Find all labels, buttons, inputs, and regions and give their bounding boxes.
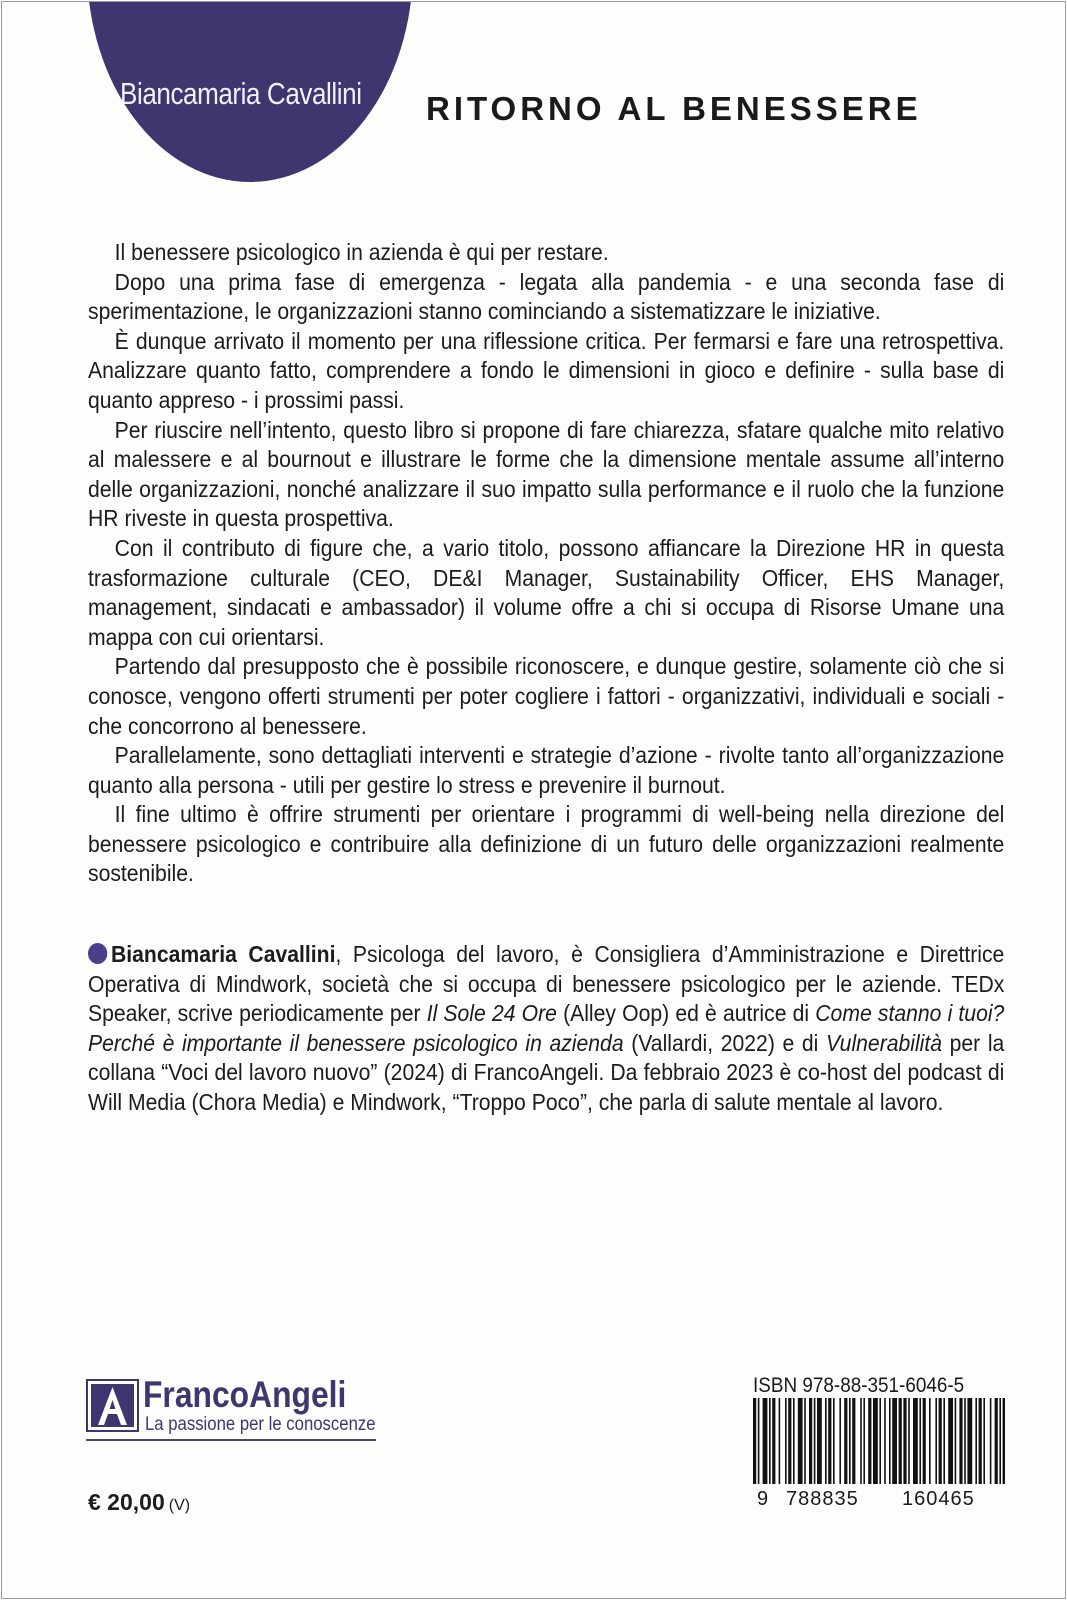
bio-book-title: Vulnerabilità — [825, 1029, 943, 1056]
blurb-paragraph: È dunque arrivato il momento per una riflessione critica. Per fermarsi e fare una retrospettiva. Analizzare quanto fatto, comprendere a fondo le dimensioni in gioco e definire - sulla base di quanto appreso - i prossimi passi. — [88, 327, 1005, 413]
author-bio-text: Biancamaria Cavallini, Psicologa del lavoro, è Consigliera d’Amministrazione e Direttrice Operativa di Mindwork, società che si occupa di benessere psicologico per le aziende. TEDx Speaker, scrive periodicamente per Il Sole 24 Ore (Alley Oop) ed è autrice di Come stanno i tuoi? Perché è importante il benessere psicologico in azienda (Vallardi, 2022) e di Vulnerabilità per la collana “Voci del lavoro nuovo” (2024) di FrancoAngeli. Da febbraio 2023 è co-host del podcast di Will Media (Chora Media) e Mindwork, “Troppo Poco”, che parla di salute mentale al lavoro. — [88, 941, 1005, 1115]
author-bio — [88, 940, 1005, 1118]
publisher-tagline: La passione per le conoscenze — [145, 1414, 376, 1435]
logo-underline — [86, 1439, 376, 1441]
price-vat: (V) — [168, 1497, 191, 1514]
book-title: RITORNO AL BENESSERE — [426, 90, 922, 127]
blurb-paragraph: Parallelamente, sono dettagliati interventi e strategie d’azione - rivolte tanto all’organizzazione quanto alla persona - utili per gestire lo stress e prevenire il burnout. — [88, 742, 1005, 798]
blurb-paragraph: Il benessere psicologico in azienda è qui per restare. — [114, 239, 609, 265]
blurb-paragraph: Per riuscire nell’intento, questo libro si propone di fare chiarezza, sfatare qualche mito relativo al malessere e al bournout e illustrare le forme che la dimensione mentale assume all’interno delle organizzazioni, nonché analizzare il suo impatto sulla performance e il ruolo che la funzione HR riveste in questa prospettiva. — [88, 416, 1005, 532]
francoangeli-a-logo-icon — [86, 1379, 139, 1432]
bio-book-title: Come stanno i tuoi? Perché è importante il benessere psicologico in azienda — [88, 1000, 1005, 1056]
price — [88, 1489, 190, 1516]
blurb — [88, 238, 1005, 889]
blurb-paragraph: Partendo dal presupposto che è possibile riconoscere, e dunque gestire, solamente ciò che si conosce, vengono offerti strumenti per poter cogliere i fattori - organizzativi, individuali e sociali - che concorrono al benessere. — [88, 653, 1005, 739]
author-name: Biancamaria Cavallini — [120, 76, 362, 111]
barcode-icon — [753, 1398, 1005, 1484]
publisher-logo — [86, 1376, 376, 1440]
ean-digit-first: 9 — [757, 1488, 769, 1510]
blurb-paragraph: Con il contributo di figure che, a vario titolo, possono affiancare la Direzione HR in questa trasformazione culturale (CEO, DE&I Manager, Sustainability Officer, EHS Manager, management, sindacati e ambassador) il volume offre a chi si occupa di Risorse Umane una mappa con cui orientarsi. — [88, 534, 1005, 650]
publisher-name: FrancoAngeli — [143, 1374, 347, 1415]
price-amount: € 20,00 — [88, 1489, 165, 1515]
bio-author-name: Biancamaria Cavallini — [111, 941, 336, 967]
blurb-paragraph: Il fine ultimo è offrire strumenti per orientare i programmi di well-being nella direzione del benessere psicologico e contribuire alla definizione di un futuro delle organizzazioni realmente sostenibile. — [88, 801, 1005, 887]
bullet-dot-icon — [88, 943, 107, 964]
isbn-label: ISBN 978-88-351-6046-5 — [753, 1374, 965, 1397]
ean-digits-right: 160465 — [902, 1488, 975, 1510]
bio-publication: Il Sole 24 Ore — [426, 1000, 557, 1027]
book-back-cover — [1, 1, 1066, 1599]
blurb-paragraph: Dopo una prima fase di emergenza - legata alla pandemia - e una seconda fase di sperimentazione, le organizzazioni stanno cominciando a sistematizzare le iniziative. — [88, 268, 1005, 325]
ean-digits-left: 788835 — [786, 1488, 859, 1510]
